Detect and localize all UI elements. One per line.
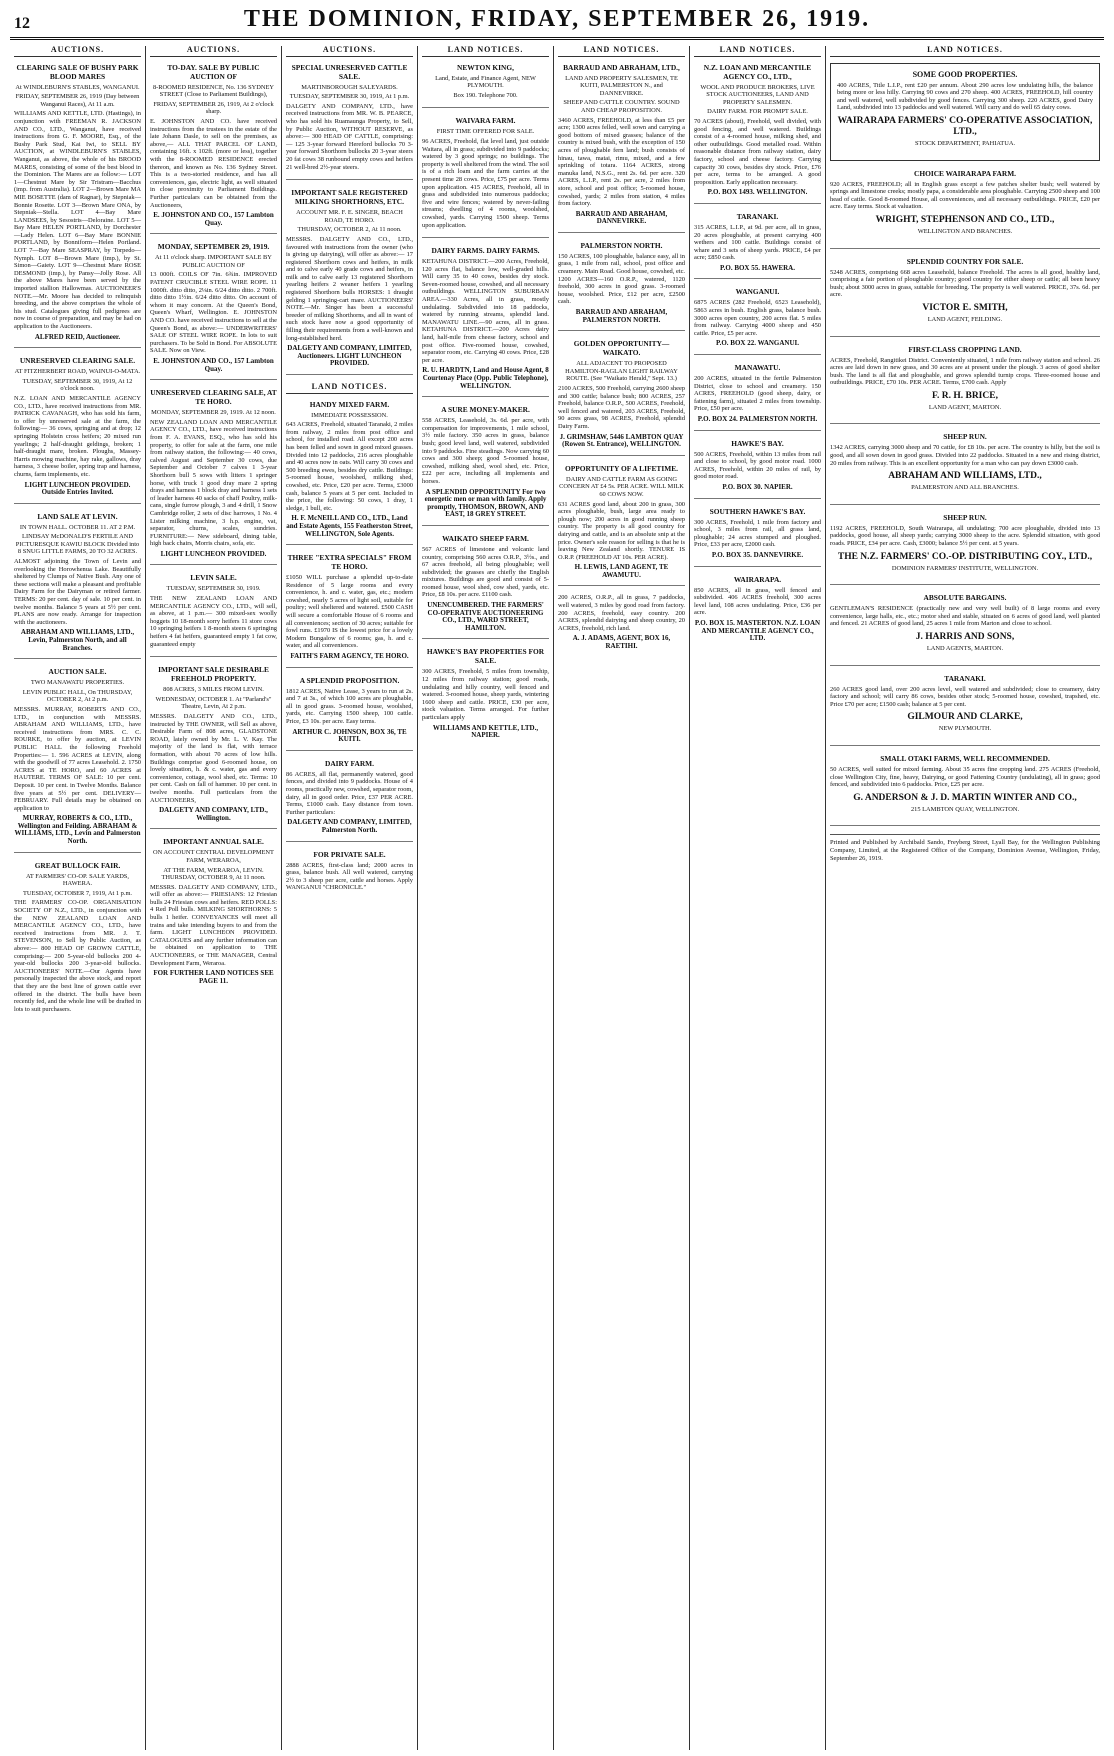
ad-title: HAWKE'S BAY. [731, 438, 784, 448]
ad-signature: P.O. BOX 15. MASTERTON. N.Z. LOAN AND MERCANTILE AGENCY CO., LTD. [694, 618, 821, 643]
ad-date: SHEEP AND CATTLE COUNTRY. SOUND AND CHEAP PROPOSITION. [563, 99, 680, 114]
ad-body: NEW ZEALAND LOAN AND MERCANTILE AGENCY CO., LTD., have received instructions from F. A. EVANS, ESQ., who has sold his property, to offer for sale at the farm, one mile from railway station, the following:— 40 cows, calved August and September 30 cows, due September and October 7 calves 1 3-year Shorthorn bull 5 sows with litters 1 springer horse, with truck 1 good dray mare 2 spring drays and harness 1 block dray and harness 1 sets of leader harness 40 sacks of chaff Poultry, milk-cans, single furrow plough, 3 and 4 drill, 1 Snow Cambridge roller, 2 sets of disc harrows, 1 No. 4 Lister milking machine, 3 h.p. engine, vat, separator, churns, scales, sundries. FURNITURE:— New sideboard, dining table, high back chairs, Morris chairs, sofa, etc. [150, 418, 277, 548]
ad-title: WAIKATO SHEEP FARM. [442, 533, 529, 543]
advertisement [830, 513, 1100, 585]
masthead [10, 6, 1104, 40]
ad-signature: E. JOHNSTON AND CO., 157 Lambton Quay. [153, 211, 274, 227]
ad-body: 5248 ACRES, comprising 668 acres Leasehold, balance Freehold. The acres is all good, healthy land, comprising a fair portion of ploughable country; good country for either sheep or cattle; all been heavy bush; about 3000 acres in grass, suitable for breeding. The property is well watered. PRICE, 37s. 6d. per acre. [830, 268, 1100, 299]
ad-agent-address: NEW PLYMOUTH. [938, 725, 992, 733]
ad-body: 300 ACRES, Freehold, 1 mile from factory and school, 3 miles from rail, all grass land, ploughable; 24 acres stumped and ploughed. Price, £33 per acre, £2000 cash. [694, 518, 821, 549]
ad-signature: E. JOHNSTON AND CO., 157 Lambton Quay. [153, 357, 274, 373]
ad-signature: ABRAHAM AND WILLIAMS, LTD., Levin, Palmerston North, and all Branches. [20, 628, 135, 652]
column-5 [554, 46, 690, 1750]
ad-subtitle: ON ACCOUNT CENTRAL DEVELOPMENT FARM, WERAROA, [153, 849, 274, 864]
ad-title: GOLDEN OPPORTUNITY—WAIKATO. [573, 339, 670, 358]
ad-signature: LIGHT LUNCHEON PROVIDED. [160, 549, 267, 558]
advertisement [830, 593, 1100, 665]
ad-title: WAIVARA FARM. [455, 116, 516, 126]
ad-title: BARRAUD AND ABRAHAM, LTD., [563, 62, 680, 72]
advertisement [830, 63, 1100, 161]
ad-body: 1812 ACRES, Native Lease, 3 years to run at 2s. and 7 at 3s., of which 100 acres are ploughable, all in good grass. 3-roomed house, woolshed, yards, etc. Carrying 1500 sheep, 100 cattle. Price, £3 10s. per acre. Easy terms. [286, 687, 413, 725]
ad-title: GREAT BULLOCK FAIR. [34, 860, 121, 870]
ad-agent: F. R. H. BRICE, [932, 390, 998, 401]
ad-subtitle: ALL ADJACENT TO PROPOSED HAMILTON-RAGLAN LIGHT RAILWAY ROUTE. (See "Waikato Herald," Sept. 13.) [565, 360, 678, 383]
column-7 [826, 46, 1104, 1750]
ad-title: A SURE MONEY-MAKER. [441, 405, 530, 415]
advertisement [286, 400, 413, 546]
newspaper-page [10, 6, 1104, 1750]
ad-subtitle: IN TOWN HALL. OCTOBER 11. AT 2 P.M. [19, 523, 136, 531]
ad-subtitle: AT FARMERS' CO-OP. SALE YARDS, HAWERA. [26, 872, 129, 888]
advertisement [558, 241, 685, 331]
ad-agent: WAIRARAPA FARMERS' CO-OPERATIVE ASSOCIATION, LTD., [837, 115, 1093, 137]
advertisement [286, 553, 413, 668]
advertisement [830, 257, 1100, 337]
newspaper-title: THE DOMINION, FRIDAY, SEPTEMBER 26, 1919. [243, 6, 871, 32]
advertisement [694, 575, 821, 649]
ad-title: CHOICE WAIRARAPA FARM. [913, 168, 1017, 178]
ad-agent-address: WELLINGTON AND BRANCHES. [917, 227, 1013, 235]
advertisement [422, 116, 549, 238]
ad-title: HANDY MIXED FARM. [309, 399, 390, 409]
ad-signature: DALGETY AND COMPANY, LTD., Wellington. [159, 806, 268, 822]
ad-subtitle: Land, Estate, and Finance Agent, NEW PLYMOUTH. [435, 74, 536, 90]
advertisement [150, 63, 277, 235]
ad-body: 70 ACRES (about), Freehold, well divided, with good fencing, and well watered. Buildings consist of a 4-roomed house, milking shed, and other outbuildings. Good metalled road. Within reasonable distance from railway station, dairy factory, school and cheese factory. Carrying capacity 30 cows, besides dry stock. Price, £76 per acre, terms to be arranged. A good proposition. Early application necessary. [694, 117, 821, 186]
ad-title: AUCTION SALE. [48, 667, 107, 677]
ad-title: CLEARING SALE OF BUSHY PARK BLOOD MARES [16, 62, 139, 81]
ad-title: WANGANUI. [735, 287, 780, 297]
ad-signature: BARRAUD AND ABRAHAM, PALMERSTON NORTH. [575, 308, 668, 324]
ad-date: TUESDAY, SEPTEMBER 30, 1919, At 1 p.m. [289, 93, 410, 101]
advertisement [14, 512, 141, 660]
ad-body: MESSRS. DALGETY AND CO., LTD., instructed by THE OWNER, will Sell as above, Desirable Farm of 808 acres, GLADSTONE ROAD, lately owned by Mr. L. V. Kay. The majority of the land is flat, with terrace formation, with about 70 acres of low hills. Buildings comprise good 6-roomed house, on lovely situation, h. & c. water, gas and every convenience, cottage, wool shed, etc. Terms: 10 per cent. Cash on fall of hammer. 10 per cent. in twelve months. Full particulars from the AUCTIONEERS, [150, 713, 277, 804]
ad-subtitle: MARTINBOROUGH SALEYARDS. [301, 83, 398, 91]
ad-title: WAIRARAPA. [733, 574, 782, 584]
ad-body: ACRES, Freehold, Rangitikei District. Conveniently situated, 1 mile from railway station and school. 26 acres are laid down in new grass, and 30 acres are at present under the plough. 3 acres of good shelter bush. The land is all flat and ploughable, and grows splendid turnip crops. Three-roomed house and outbuildings. PRICE, £70 10s. PER ACRE. Terms, £700 cash. Apply [830, 356, 1100, 387]
ad-title: IMPORTANT SALE DESIRABLE FREEHOLD PROPERTY. [158, 665, 269, 684]
ad-title: SPLENDID COUNTRY FOR SALE. [906, 256, 1024, 266]
advertisement [14, 861, 141, 1022]
ad-body: THE FARMERS' CO-OP. ORGANISATION SOCIETY OF N.Z., LTD., in conjunction with the NEW ZEALAND LOAN AND MERCANTILE AGENCY CO., LTD., have received instructions from MR. J. T. STEVENSON, to Sell by Public Auction, as above:— 800 HEAD OF GROWN CATTLE, comprising:— 200 5-year-old bullocks 200 4-year-old bullocks 200 3-year-old bullocks. AUCTIONEERS' NOTE.—Our Agents have personally inspected the above stock, and report that they are the best line of grown cattle ever offered in the district. The bulls have been recently fed, and the whole line will be drafted in lots to suit purchasers. [14, 899, 141, 1013]
advertisement [286, 850, 413, 900]
ad-signature: P.O. BOX 30. NAPIER. [722, 482, 793, 491]
advertisement [694, 63, 821, 204]
ad-agent-address: 215 LAMBTON QUAY, WELLINGTON. [910, 805, 1020, 813]
ad-agent-address: STOCK DEPARTMENT, PAHIATUA. [914, 139, 1016, 147]
ad-title: IMPORTANT SALE REGISTERED MILKING SHORTHORNS, ETC. [291, 188, 408, 207]
ad-body: MESSRS. DALGETY AND COMPANY, LTD., will offer as above:— FRIESIANS: 12 Friesian bulls 24 Friesian cows and heifers. RED POLLS: 4 Red Poll bulls. MILKING SHORTHORNS: 5 bulls 1 heifer. CONVEYANCES will meet all trains and take intending buyers to and from the farm. LIGHT LUNCHEON PROVIDED. CATALOGUES and any further information can be obtained on application to THE AUCTIONEERS, or THE MANAGER, Central Development Farm, Weraroa. [150, 883, 277, 967]
advertisement [422, 405, 549, 526]
ad-title: FIRST-CLASS CROPPING LAND. [908, 344, 1022, 354]
ad-subtitle: At WINDLEBURN'S STABLES, WANGANUI. [15, 83, 140, 91]
ad-subtitle: WOOL AND PRODUCE BROKERS, LIVE STOCK AUCTIONEERS, LAND AND PROPERTY SALESMEN. [700, 83, 815, 106]
ad-agent: THE N.Z. FARMERS' CO.-OP. DISTRIBUTING COY., LTD., [837, 551, 1093, 562]
ad-body: THE NEW ZEALAND LOAN AND MERCANTILE AGENCY CO., LTD., will sell, as above, at 1 p.m.— 300 mixed-sex woolly hoggets 10 18-month sorry heifers 11 store cows 10 springing heifers 1 8-month steers 6 springing heifers 4 fat heifers, guaranteed empty 1 fat cow, guaranteed empty [150, 595, 277, 648]
advertisement [150, 837, 277, 991]
ad-body: 850 ACRES, all in grass, well fenced and subdivided. 406 ACRES freehold, 300 acres level land, 108 acres undulating. Price, £36 per acre. [694, 586, 821, 617]
ad-title: SHEEP RUN. [943, 432, 987, 442]
column-3 [282, 46, 418, 1750]
advertisement [694, 439, 821, 499]
ad-title: THREE "EXTRA SPECIALS" FROM TE HORO. [287, 553, 412, 572]
column-heading: AUCTIONS. [150, 46, 277, 57]
ad-signature: DALGETY AND COMPANY, LIMITED, Palmerston North. [287, 818, 412, 834]
ad-body: 96 ACRES, Freehold, flat level land, just outside Waitara, all in grass; subdivided into 9 paddocks; watered by 3 good springs; no buildings. The property is well sheltered from the wind. The soil is of a rich loam and the farm carries at the present time 28 cows. Price, £75 per acre. Terms upon application. 415 ACRES, Freehold, all in grass and subdivided into numerous paddocks; five and wire fences; watered by never-failing streams; dwelling of 4 rooms, woolshed, cowshed, yards. Carrying 1500 sheep. Terms upon application. [422, 137, 549, 229]
ad-signature: ARTHUR C. JOHNSON, BOX 36, TE KUITI. [292, 727, 407, 744]
ad-signature: LIGHT LUNCHEON PROVIDED. Outside Entries Invited. [24, 480, 131, 497]
ad-body: WILLIAMS AND KETTLE, LTD. (Hastings), in conjunction with FREEMAN R. JACKSON AND CO., LTD., Wanganui, have received instructions from G. F. MOORE, Esq., of the Bushy Park Stud, Kai Iwi, to SELL BY AUCTION, at WINDLEBURN'S STABLES, Wanganui, as above, the whole of his BROOD MARES, consisting of some of the best blood in the Dominion. The Mares are as follow:— LOT 1—Chestnut Mare by Sir Tristram—Bacchus (imp. from Australia). LOT 2—Brown Mare MA MIE BOSETTE (dam of Ragnar), by Stepniak—Bonnie Rosette. LOT 3—Brown Mare ONA, by Stepniak—Stella. LOT 4—Bay Mare LANDSEES, by Sesostris—Deloraine. LOT 5—Bay Mare HELEN PORTLAND, by Dorchester—Lady Helen. LOT 6—Bay Mare BONNIE PORTLAND, by Bonniform—Helen Portland. LOT 7—Bay Mare SEASPRAY, by Torpedo—Nymph. LOT 8—Brown Mare (imp.), by St. Simon—Gaiety. LOT 9—Chestnut Mare ROSE DESMOND (imp.), by Pansy—Jolly Rose. All the above Mares have been served by the imported stallion Hallowmas. AUCTIONEER'S NOTE.—Mr. Moore has decided to relinquish breeding, and the above comprises the whole of his stud. Catalogues giving full pedigrees are now in course of preparation, and may be had on application to the Auctioneers. [14, 110, 141, 330]
column-4 [418, 46, 554, 1750]
advertisement [14, 667, 141, 852]
ad-body: 567 ACRES of limestone and volcanic land country, comprising 560 acres O.R.P., 3½s., and 67 acres freehold, all being ploughable; well subdivided; the grasses are chiefly the English mixtures. Buildings are good and consist of 5-roomed house, wool shed, cow shed, yards, etc. Price, £8 10s. per acre. £1100 cash. [422, 545, 549, 599]
ad-subtitle: ACCOUNT MR. F. E. SINGER, BEACH ROAD, TE HORO. [296, 209, 403, 224]
ad-date: Box 190. Telephone 700. [453, 91, 518, 99]
advertisement [694, 363, 821, 431]
ad-date: AT THE FARM, WERAROA, LEVIN. THURSDAY, OCTOBER 9, At 11 noon. [161, 866, 266, 882]
ad-agent: GILMOUR AND CLARKE, [907, 712, 1023, 723]
ad-body: 500 ACRES, Freehold, within 13 miles from rail and close to school, by good motor road. 1000 ACRES, Freehold, within 20 miles of rail, by good motor road. [694, 450, 821, 481]
ad-agent: ABRAHAM AND WILLIAMS, LTD., [888, 471, 1042, 482]
ad-body: 2888 ACRES, first-class land; 2000 acres in grass, balance bush. All well watered, carrying 2½ to 3 sheep per acre, cattle and horses. Apply WANGANUI "CHRONICLE." [286, 861, 413, 892]
ad-agent: G. ANDERSON & J. D. MARTIN WINTER AND CO., [853, 792, 1077, 803]
column-1 [10, 46, 146, 1750]
advertisement [286, 188, 413, 375]
ad-title: SOME GOOD PROPERTIES. [912, 69, 1018, 79]
columns-container [10, 46, 1104, 1750]
ad-date: WEDNESDAY, OCTOBER 1. At "Parland's" Theatre, Levin, At 2 p.m. [155, 695, 272, 711]
ad-title: OPPORTUNITY OF A LIFETIME. [565, 463, 678, 473]
ad-agent: VICTOR E. SMITH, [922, 302, 1008, 313]
ad-body: 6875 ACRES (282 Freehold, 6523 Leasehold), 5863 acres in bush. English grass, balance bush. 3000 acres open country, 200 acres flat. 5 miles from railway. Carrying 4000 sheep and 450 cattle. Price, £5 per acre. [694, 299, 821, 337]
ad-title: NEWTON KING, [457, 62, 514, 72]
ad-body: 150 ACRES, 100 ploughable, balance easy, all in grass, 1 mile from rail, school, post office and creamery. Main Road. Good house, cowshed, etc. 1200 ACRES—160 O.R.P., watered, 1120 freehold, 300 acres in good grass. 3-roomed house, woolshed. Price, £12 per acre, £2500 cash. [558, 252, 685, 306]
ad-subtitle: LAND AND PROPERTY SALESMEN, TE KUITI, PALMERSTON N., and DANNEVIRKE. [565, 74, 678, 97]
ad-body: £1050 WILL purchase a splendid up-to-date Residence of 5 large rooms and every convenience, h. and c. water, gas, etc.; modern cowshed, nearly 5 acres of light soil, suitable for poultry; well sheltered and watered. £500 CASH will secure a comfortable House of 6 rooms and all conveniences; section of 30 acres; suitable for fowl runs. £1970 IS the lowest price for a lovely Modern Bungalow of 6 rooms; gas, h. and c. water, and all conveniences. [286, 574, 413, 650]
ad-signature: R. U. HARDTN, Land and House Agent, 8 Courtenay Place (Opp. Public Telephone), WELLINGTON. [422, 366, 549, 390]
advertisement [558, 339, 685, 456]
ad-title: SOUTHERN HAWKE'S BAY. [709, 506, 806, 516]
column-heading: AUCTIONS. [286, 46, 413, 57]
ad-body: 643 ACRES, Freehold, situated Taranaki, 2 miles from railway, 2 miles from post office and school, for installed road. All except 200 acres has been felled and sown in good mixed grasses. Divided into 12 paddocks, 216 acres ploughable and 40 acres now in oats. Will carry 30 cows and 500 breeding ewes, besides dry cattle. Buildings: 5-roomed house, woolshed, milking shed, cowshed, etc. Price, £20 per acre. Terms, £3000 cash, balance 5 years at 5 per cent. Included in the price, the following: 50 cows, 1 dray, 1 sledge, 1 bull, etc. [286, 421, 413, 512]
ad-date: DAIRY FARM. FOR PROMPT SALE. [707, 108, 808, 116]
advertisement [422, 246, 549, 397]
ad-subtitle: At 11 o'clock sharp. IMPORTANT SALE BY PUBLIC AUCTION OF [155, 254, 272, 269]
ad-signature: FOR FURTHER LAND NOTICES SEE PAGE 11. [153, 969, 274, 985]
advertisement [150, 665, 277, 829]
ad-title: ABSOLUTE BARGAINS. [923, 593, 1007, 603]
ad-title: DAIRY FARMS. DAIRY FARMS. [431, 246, 540, 256]
ad-date: FRIDAY, SEPTEMBER 26, 1919 (Day between Wanganui Races), At 11 a.m. [15, 93, 140, 108]
ad-title: TARANAKI. [736, 211, 779, 221]
ad-signature: J. GRIMSHAW, 5446 LAMBTON QUAY (Rowen St. Entrance), WELLINGTON. [559, 432, 684, 449]
column-heading: LAND NOTICES. [558, 46, 685, 57]
column-6 [690, 46, 826, 1750]
ad-body: 300 ACRES, Freehold, 5 miles from township, 12 miles from railway station; good roads, undulating and hilly country, well fenced and watered. 3-roomed house, sheep yards, wintering 1600 sheep and cattle. PRICE, £30 per acre, stock valuation. Terms arranged. For further particulars apply [422, 668, 549, 721]
advertisement [422, 534, 549, 640]
ad-title: FOR PRIVATE SALE. [313, 849, 386, 859]
ad-subtitle: 808 ACRES, 3 MILES FROM LEVIN. [163, 686, 264, 694]
column-heading: LAND NOTICES. [830, 46, 1100, 57]
ad-signature: P.O. BOX 22. WANGANUI. [715, 339, 800, 348]
ad-title: DAIRY FARM. [324, 758, 374, 768]
ad-signature: DALGETY AND COMPANY, LIMITED, Auctioneers. LIGHT LUNCHEON PROVIDED. [287, 344, 412, 368]
ad-body: MESSRS. DALGETY AND CO., LTD., favoured with instructions from the owner (who is giving up dairying), will offer as above:— 17 registered Shorthorn cows and heifers, in milk and to calve early 40 grade cows and heifers, in milk and to calve early 13 registered Shorthorn yearling heifers 2 weaner heifers 1 yearling registered Shorthorn bulls HORSES: 1 draught gelding 1 springing-cart mare. AUCTIONEERS' NOTE.—Mr. Singer has been a successful breeder of milking Shorthorns, and all in want of such stock have now a good opportunity of filling their requirements from a well-known and long-established herd. [286, 235, 413, 342]
ad-signature: A. J. ADAMS, AGENT, BOX 16, RAETIHI. [572, 634, 671, 651]
ad-body: 1192 ACRES, FREEHOLD, South Wairarapa, all undulating; 700 acre ploughable, divided into 13 paddocks, good house, all sheep yards; carrying 3000 sheep to the acre. Splendid situation, with good roads. PRICE, £34 per acre. Cash, £3000; balance 5½ per cent. at 5 years. [830, 524, 1100, 548]
ad-body: DALGETY AND COMPANY, LTD., have received instructions from MR. W. B. PEARCE, who has sold his Ruamaunga Property, to Sell, by Public Auction, WITHOUT RESERVE, as above:— 300 HEAD OF CATTLE, comprising:— 125 3-year forward Hereford bullocks 70 3-year forward Shorthorn bullocks 20 3-year steers 20 fat cows 38 runbound empty cows and heifers 21 well-bred 2½-year steers. [286, 102, 413, 171]
ad-body: 631 ACRES good land, about 200 in grass, 300 acres ploughable, bush, large area ready to plough now; 200 acres in good running sheep country. The property is all good country for dairying and cattle, and is an absolute snip at the price. Owner's sole reason for selling is that he is leaving New Zealand shortly. TENURE IS O.R.P. (FREEHOLD AT 10s. PER ACRE). [558, 500, 685, 561]
advertisement [830, 674, 1100, 746]
ad-agent-address: PALMERSTON AND ALL BRANCHES. [911, 484, 1019, 492]
ad-body: N.Z. LOAN AND MERCANTILE AGENCY CO., LTD., have received instructions from MR. PATRICK CAVANAGH, who has sold his farm, to offer by unreserved sale at the farm, the following:— 36 cows, springing and at drop; 12 springing Holstein cross heifers; 20 mixed run yearlings; 2 half-draught geldings, broken; 1 half-draught mare, broken. Ploughs, Massey-Harris mowing machine, hay rake, gallows, dray harness, 3 cheese boiler, spring trap and harness, churns, farm implements, etc. [14, 394, 141, 478]
ad-signature: P.O. BOX 1493. WELLINGTON. [707, 188, 808, 197]
ad-subtitle: TWO MANAWATU PROPERTIES. [30, 679, 125, 687]
page-number: 12 [14, 15, 30, 32]
advertisement [422, 647, 549, 745]
ad-title: SHEEP RUN. [943, 512, 987, 522]
ad-title: LEVIN SALE. [190, 573, 237, 583]
advertisement [14, 63, 141, 349]
ad-agent-address: LAND AGENTS, MARTON. [926, 645, 1004, 652]
column-heading: LAND NOTICES. [694, 46, 821, 57]
ad-body: 1342 ACRES, carrying 3000 sheep and 70 cattle, for £8 10s. per acre. The country is hilly, but the soil is good, and all sown down in good grass. Divided into 22 paddocks. Situated in a new and rising district, 20 miles from railway. This is an excellent opportunity for a man who can pay down £3000 cash. [830, 444, 1100, 467]
ad-title: MONDAY, SEPTEMBER 29, 1919. [157, 242, 270, 252]
ad-subtitle: AT FITZHERBERT ROAD, WAINUI-O-MATA. [14, 368, 141, 376]
advertisement [694, 212, 821, 280]
advertisement [830, 169, 1100, 249]
ad-signature: P.O. BOX 35. DANNEVIRKE. [711, 550, 804, 559]
ad-body: 920 ACRES, FREEHOLD; all in English grass except a few patches shelter bush; well watered by springs and limestone creeks; mostly papa, a considerable area ploughable. Carrying 2500 sheep and 100 head of cattle. Good 8-roomed House, all conveniences, and all necessary outbuildings. PRICE, £20 per acre. Easy terms. Stock at valuation. [830, 180, 1100, 211]
ad-signature: P.O. BOX 24. PALMERSTON NORTH. [697, 415, 818, 423]
ad-signature: ALFRED REID, Auctioneer. [34, 332, 121, 341]
ad-title: LAND SALE AT LEVIN. [37, 511, 118, 521]
column-2 [146, 46, 282, 1750]
ad-body: 200 ACRES, situated in the fertile Palmerston District, close to school and creamery. 150 ACRES, FREEHOLD (good sheep, dairy, or fattening farm), situated 2 miles from township. Price, £50 per acre. [694, 375, 821, 413]
ad-agent: J. HARRIS AND SONS, [915, 632, 1015, 642]
ad-title: HAWKE'S BAY PROPERTIES FOR SALE. [426, 647, 545, 666]
ad-title: SMALL OTAKI FARMS, WELL RECOMMENDED. [880, 753, 1050, 763]
advertisement [558, 594, 685, 656]
ad-subtitle: DAIRY AND CATTLE FARM AS GOING CONCERN AT £4 5s. PER ACRE. WILL MILK 60 COWS NOW. [559, 475, 684, 498]
ad-title: IMPORTANT ANNUAL SALE. [163, 837, 264, 847]
column-heading: AUCTIONS. [14, 46, 141, 57]
advertisement [830, 432, 1100, 504]
ad-body: 260 ACRES good land, over 200 acres level, well watered and subdivided; close to creamery, dairy factory and school; will carry 86 cows, besides other stock; 5-roomed house, cowshed, trapshed, etc. Price £70 per acre; £1500 cash; balance at 5 per cent. [830, 685, 1100, 708]
ad-signature: H. F. McNEILL AND CO., LTD., Land and Estate Agents, 155 Featherston Street, WELLINGTON, Sole Agents. [286, 514, 413, 538]
advertisement [558, 63, 685, 233]
ad-body: E. JOHNSTON AND CO. have received instructions from the trustees in the estate of the late Johann Dasle, to sell on the premises, as above,— ALL THAT PARCEL OF LAND, containing 16ft. x 102ft. (more or less), together with the 8-ROOMED RESIDENCE erected thereon, and known as No. 136 Sydney Street. This is a two-storied residence, and has all conveniences, gas, electric light, as well situated in close proximity to Parliament Buildings. Further particulars can be obtained from the Auctioneers, [150, 117, 277, 209]
ad-signature: WILLIAMS AND KETTLE, LTD., NAPIER. [432, 723, 539, 740]
ad-title: MANAWATU. [734, 363, 781, 373]
ad-title: UNRESERVED CLEARING SALE. [19, 356, 136, 366]
ad-subtitle: 8-ROOMED RESIDENCE, No. 136 SYDNEY STREET (Close to Parliament Buildings), [152, 83, 275, 99]
column-heading: LAND NOTICES. [422, 46, 549, 57]
advertisement [422, 63, 549, 109]
ad-title: A SPLENDID PROPOSITION. [299, 675, 400, 685]
ad-subtitle: FIRST TIME OFFERED FOR SALE. [436, 128, 535, 136]
ad-agent: WRIGHT, STEPHENSON AND CO., LTD., [875, 214, 1055, 225]
ad-title: TO-DAY. SALE BY PUBLIC AUCTION OF [167, 62, 260, 81]
advertisement [14, 356, 141, 504]
ad-body: MESSRS. MURRAY, ROBERTS AND CO., LTD., in conjunction with MESSRS. ABRAHAM AND WILLIAMS, LTD., have received instructions from MRS. C. C. ROURKE, to offer by auction, at LEVIN PUBLIC HALL the following Freehold Properties:— 1. 596 ACRES at LEVIN, along with the goodwill of 77 acres Leasehold. 2. 1750 ACRES at TE HORO, and 60 ACRES at HAUTERE. TERMS OF SALE: 10 per cent. Deposit. 10 per cent. in Twelve Months. Balance five years at 5½ per cent. DELIVERY—FEBRUARY. Full details may be obtained on application to [14, 705, 141, 812]
ad-title: PALMERSTON NORTH. [580, 240, 663, 250]
ad-title: TARANAKI. [944, 673, 986, 683]
advertisement [286, 759, 413, 842]
imprint-footer: Printed and Published by Archibald Sando, Freyberg Street, Lyall Bay, for the Wellington Publishing Company, Limited, at the Registered Office of the Company, Dominion Avenue, Wellington, Friday, September 26, 1919. [830, 834, 1100, 862]
advertisement [286, 676, 413, 751]
ad-date: THURSDAY, OCTOBER 2, At 11 noon. [297, 226, 402, 234]
ad-date: TUESDAY, SEPTEMBER 30, 1919, At 12 o'clock noon. [22, 377, 133, 393]
ad-agent-address: LAND AGENT, MARTON. [928, 403, 1002, 411]
advertisement [694, 507, 821, 567]
ad-body: 3460 ACRES, FREEHOLD, at less than £5 per acre; 1300 acres felled, well sown and carrying a good bottom of mixed grasses; balance of the country is mixed bush, with the exception of 150 acres of ploughable fern land; bush consists of hinau, tawa, matai, rimu, mixed, and a few sprinkling of totara. 1164 ACRES, strong manuka land, N.S.G., rent 2s. 6d. per acre. 320 ACRES, L.I.P., rent 2s. per acre, 2 miles from store, school and post office; 5-roomed house, cowshed, yards; 2 miles from station, 4 miles from factory. [558, 116, 685, 208]
ad-title: UNRESERVED CLEARING SALE, AT TE HORO. [150, 388, 277, 407]
advertisement [150, 242, 277, 380]
advertisement [286, 63, 413, 181]
ad-body: 50 ACRES, well suited for mixed farming. About 35 acres fine cropping land. 275 ACRES (Freehold, close Wellington City, fine, heavy, Dairying, or good Fattening Country (undulating), all in grass; good fenced, and subdivided into 6 paddocks. Price, £25 per acre. [830, 765, 1100, 789]
ad-body: 13 000ft. COILS OF 7in. 6¾in. IMPROVED PATENT CRUCIBLE STEEL WIRE ROPE. 11 1000ft. ditto ditto, 2⅛in. 6/24 ditto ditto. 2 700ft. ditto ditto 1½in. 6/24 ditto ditto. On account of whom it may concern. At the Queen's Bond, Queen's Wharf, Wellington. E. JOHNSTON AND CO. have received instructions to sell at the Queen's Bond, as above:— UNDERWRITERS' SALE OF STEEL WIRE ROPE. In lots to suit purchasers. To be Sold in Bond. For ABSOLUTE SALE. Now on View. [150, 271, 277, 355]
ad-agent-address: LAND AGENT, FEILDING. [927, 315, 1003, 323]
ad-signature: P.O. BOX 55. HAWERA. [719, 263, 795, 272]
ad-body: KETAHUNA DISTRICT.—200 Acres, Freehold, 120 acres flat, balance low, well-graded hills. Will carry 35 to 40 cows, besides dry stock. Seven-roomed house, cowshed, and all necessary outbuildings. WELLINGTON SUBURBAN AREA.—330 Acres, all in grass, mostly undulating. Subdivided into 18 paddocks, watered by running streams, splendid land. MANAWATU LINE.—90 acres, all in grass. KETAHUNA DISTRICT.—200 Acres dairy land, half-mile from cheese factory, school and post office. Five-roomed house, cowshed, separator room, etc. Carrying 40 cows. Price, £28 per acre. [422, 258, 549, 364]
ad-body: GENTLEMAN'S RESIDENCE (practically new and very well built) of 8 large rooms and every convenience, large halls, etc., etc.; motor shed and stable, situated on 6 acres of good land, well planted and fenced. 21 ACRES of good land, 25 acres 1 mile from Marton and close to school. [830, 605, 1100, 628]
ad-title: SPECIAL UNRESERVED CATTLE SALE. [291, 62, 408, 81]
ad-body: 86 ACRES, all flat, permanently watered, good fences, and divided into 9 paddocks. House of 4 rooms, practically new, cowshed, separator room, dairy, all in good order. Price, £37 PER ACRE. Terms, £1000 cash. Easy distance from town. Further particulars: [286, 770, 413, 816]
ad-date: LEVIN PUBLIC HALL, On THURSDAY, OCTOBER 2, At 2 p.m. [22, 688, 133, 704]
ad-signature: FAITH'S FARM AGENCY, TE HORO. [290, 652, 409, 661]
ad-body: 2100 ACRES, 500 Freehold, carrying 2600 sheep and 300 cattle; balance bush; 800 ACRES, 257 Freehold, balance O.R.P., 500 ACRES, Freehold, well fenced and watered, 203 ACRES, Freehold, 90 acres grass, 98 ACRES, Freehold, splendid Dairy Farm. [558, 385, 685, 430]
ad-title: N.Z. LOAN AND MERCANTILE AGENCY CO., LTD., [703, 62, 812, 81]
ad-signature: MURRAY, ROBERTS & CO., LTD., Wellington and Feilding. ABRAHAM & WILLIAMS, LTD., Levin and Palmerston North. [14, 814, 141, 846]
advertisement [558, 464, 685, 587]
advertisement [150, 388, 277, 565]
ad-date: LINDSAY McDONALD'S FERTILE AND PICTURESQUE KAWIU BLOCK Divided into 8 SNUG LITTLE FARMS, 20 TO 32 ACRES. [15, 533, 140, 556]
ad-signature: H. LEWIS, LAND AGENT, TE AWAMUTU. [574, 563, 669, 579]
advertisement [830, 754, 1100, 826]
ad-signature: BARRAUD AND ABRAHAM, DANNEVIRKE. [575, 209, 668, 226]
ad-body: 200 ACRES, O.R.P., all in grass, 7 paddocks, well watered, 3 miles by good road from factory. 200 ACRES, freehold, easy country. 200 ACRES, splendid dairying and sheep country, 20 ACRES, freehold, rich land. [558, 594, 685, 632]
ad-signature: UNENCUMBERED. THE FARMERS' CO-OPERATIVE AUCTIONEERING CO., LTD., WARD STREET, HAMILTON. [427, 601, 544, 632]
ad-subtitle: MONDAY, SEPTEMBER 29, 1919. At 12 noon. [151, 409, 276, 417]
section-heading: LAND NOTICES. [286, 383, 413, 394]
ad-subtitle: TUESDAY, SEPTEMBER 30, 1919. [166, 585, 261, 593]
ad-body: 315 ACRES, L.I.P., at 9d. per acre, all in grass, 20 acres ploughable, at present carrying 400 wethers and 100 cattle. Buildings consist of whare and 3 sets of sheep yards. PRICE, £4 per acre; £850 cash. [694, 223, 821, 262]
ad-body: 558 ACRES, Leasehold, 3s. 6d. per acre, with compensation for improvements, 1 mile school, 3½ mile factory. 350 acres in grass, balance bush; good level land, well watered, subdivided into 9 paddocks. Fine steadings. Now carrying 60 cows and 300 sheep; good 5-roomed house, cowshed, milking shed, wool shed, etc. Price, £22 per acre, including all implements and horses. [422, 417, 549, 485]
ad-body: ALMOST adjoining the Town of Levin and overlooking the Horowhenua Lake. Beautifully sheltered by Clumps of Native Bush. Any one of these sections will make a pleasant and profitable Dairy Farm for the Dairyman or retired farmer. TERMS: 20 per cent. day of sale. 10 per cent. in twelve months. Balance 5 years at 5½ per cent. PLANS are now ready. Arrange for inspection with the auctioneers. [14, 558, 141, 626]
advertisement [694, 287, 821, 355]
ad-date: TUESDAY, OCTOBER 7, 1919, At 1 p.m. [22, 889, 133, 897]
ad-signature: A SPLENDID OPPORTUNITY For two energetic men or man with family. Apply promptly, THOMSON, BROWN, AND EAST, 18 GREY STREET. [424, 487, 547, 519]
ad-agent-address: DOMINION FARMERS' INSTITUTE, WELLINGTON. [891, 564, 1039, 572]
ad-body: 400 ACRES, Title L.I.P., rent £20 per annum. About 290 acres low undulating hills, the balance being more or less hilly. Carrying 90 cows and 270 sheep. 400 ACRES, FREEHOLD, hill country and well watered, well subdivided by good fences. Carrying 300 sheep. 220 ACRES, good Dairy Land, subdivided into 13 paddocks and well watered. Will carry and do well 65 dairy cows. [837, 81, 1093, 112]
advertisement [830, 345, 1100, 425]
ad-subtitle: IMMEDIATE POSSESSION. [311, 411, 388, 419]
advertisement [150, 573, 277, 657]
ad-date: FRIDAY, SEPTEMBER 26, 1919, At 2 o'clock sharp. [153, 100, 274, 116]
